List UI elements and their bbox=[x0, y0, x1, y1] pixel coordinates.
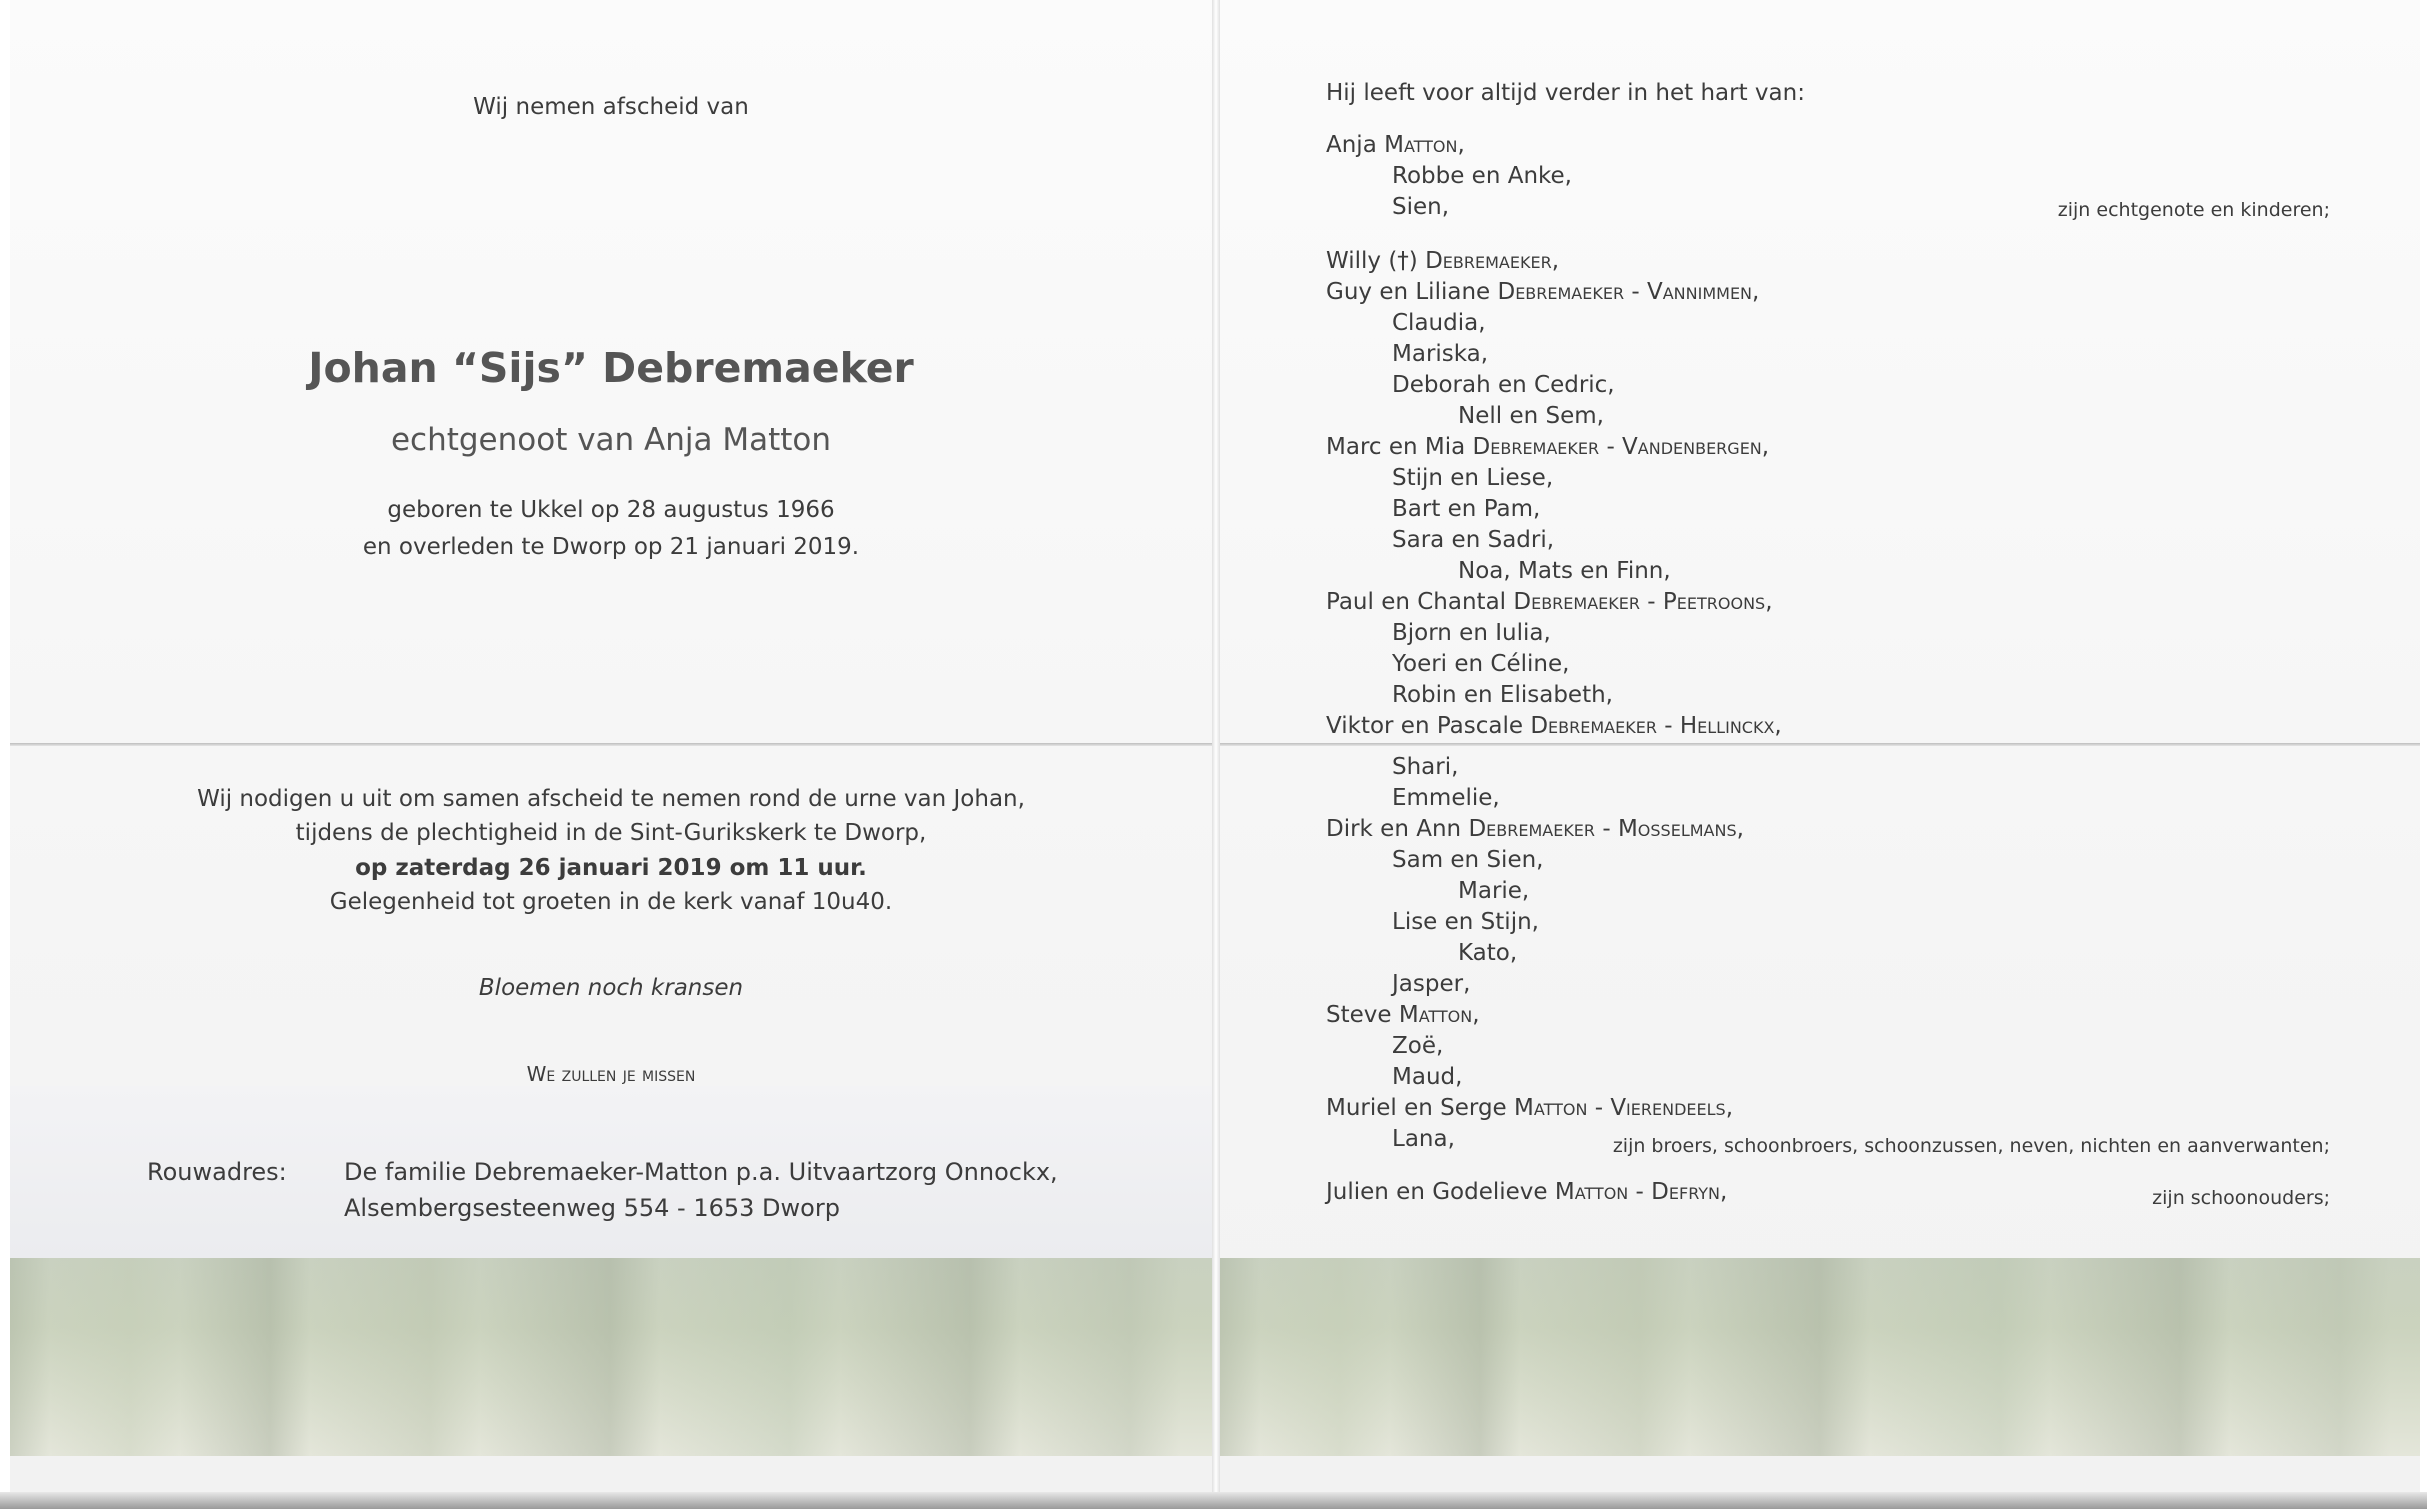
birth-line: geboren te Ukkel op 28 augustus 1966 bbox=[387, 497, 835, 523]
family-member-line bbox=[1458, 401, 1604, 431]
member-first-names: Mariska, bbox=[1392, 341, 1489, 367]
invite-line-1: Wij nodigen u uit om samen afscheid te nemen rond de urne van Johan, bbox=[197, 786, 1025, 812]
invite-line-2: tijdens de plechtigheid in de Sint-Gurikskerk te Dworp, bbox=[295, 820, 927, 846]
fold-line bbox=[10, 743, 1212, 746]
left-card-page bbox=[10, 0, 1212, 1500]
miss-you-text: We zullen je missen bbox=[526, 1062, 696, 1086]
member-first-names: Muriel en Serge bbox=[1326, 1095, 1515, 1121]
family-member-line bbox=[1326, 277, 1759, 307]
member-first-names: Willy (†) bbox=[1326, 248, 1426, 274]
spouse-line: echtgenoot van Anja Matton bbox=[390, 422, 832, 458]
family-member-line bbox=[1392, 192, 1449, 222]
member-first-names: Viktor en Pascale bbox=[1326, 713, 1531, 739]
member-surname: Debremaeker - Peetroons bbox=[1513, 589, 1766, 615]
deceased-name: Johan “Sijs” Debremaeker bbox=[308, 344, 914, 392]
member-first-names: Marie, bbox=[1458, 878, 1530, 904]
family-member-line bbox=[1326, 814, 1744, 844]
member-first-names: Lise en Stijn, bbox=[1392, 909, 1539, 935]
member-punctuation: , bbox=[1761, 434, 1770, 460]
family-member-line bbox=[1392, 969, 1470, 999]
card-spine bbox=[1212, 0, 1220, 1500]
member-punctuation: , bbox=[1752, 279, 1760, 305]
member-first-names: Jasper, bbox=[1392, 971, 1471, 997]
invite-date: op zaterdag 26 januari 2019 om 11 uur. bbox=[355, 855, 867, 881]
address-label: Rouwadres: bbox=[147, 1158, 287, 1186]
group-label-siblings: zijn broers, schoonbroers, schoonzussen, neven, nichten en aanverwanten; bbox=[1612, 1135, 2330, 1157]
intro-text: Wij nemen afscheid van bbox=[473, 94, 749, 120]
fold-line bbox=[1220, 743, 2420, 746]
member-punctuation: , bbox=[1472, 1002, 1480, 1028]
family-member-line bbox=[1392, 161, 1572, 191]
family-member-line bbox=[1326, 246, 1559, 276]
member-first-names: Guy en Liliane bbox=[1326, 279, 1498, 305]
death-line: en overleden te Dworp op 21 januari 2019. bbox=[362, 534, 860, 560]
family-member-line bbox=[1392, 308, 1486, 338]
family-member-line bbox=[1326, 1093, 1733, 1123]
member-first-names: Deborah en Cedric, bbox=[1392, 372, 1615, 398]
member-first-names: Emmelie, bbox=[1392, 785, 1500, 811]
member-punctuation: , bbox=[1774, 713, 1782, 739]
member-first-names: Paul en Chantal bbox=[1326, 589, 1514, 615]
right-card-page bbox=[1220, 0, 2420, 1500]
forest-image bbox=[10, 1258, 1212, 1456]
family-member-line bbox=[1458, 876, 1529, 906]
family-member-line bbox=[1392, 1124, 1455, 1154]
member-first-names: Nell en Sem, bbox=[1458, 403, 1604, 429]
group-label-spouse-children: zijn echtgenote en kinderen; bbox=[2057, 199, 2330, 221]
member-surname: Matton - Vierendeels bbox=[1514, 1095, 1726, 1121]
family-member-line bbox=[1326, 1000, 1480, 1030]
family-member-line bbox=[1392, 618, 1551, 648]
member-first-names: Bjorn en Iulia, bbox=[1392, 620, 1551, 646]
family-member-line bbox=[1326, 711, 1782, 741]
member-punctuation: , bbox=[1736, 816, 1744, 842]
family-member-line bbox=[1392, 752, 1458, 782]
member-surname: Debremaeker - Vandenbergen bbox=[1472, 434, 1762, 460]
member-first-names: Marc en Mia bbox=[1326, 434, 1473, 460]
member-first-names: Bart en Pam, bbox=[1392, 496, 1541, 522]
member-first-names: Maud, bbox=[1392, 1064, 1463, 1090]
member-first-names: Sien, bbox=[1392, 194, 1450, 220]
member-first-names: Kato, bbox=[1458, 940, 1518, 966]
bottom-edge bbox=[0, 1492, 2427, 1509]
family-member-line bbox=[1392, 845, 1543, 875]
family-member-line bbox=[1392, 680, 1613, 710]
member-first-names: Noa, Mats en Finn, bbox=[1458, 558, 1671, 584]
member-surname: Debremaeker - Hellinckx bbox=[1530, 713, 1775, 739]
member-first-names: Steve bbox=[1326, 1002, 1399, 1028]
member-surname: Matton bbox=[1384, 132, 1458, 158]
family-member-line bbox=[1392, 370, 1615, 400]
family-member-line bbox=[1392, 649, 1569, 679]
family-member-line bbox=[1392, 907, 1539, 937]
family-member-line bbox=[1392, 494, 1540, 524]
member-first-names: Dirk en Ann bbox=[1326, 816, 1469, 842]
flowers-note: Bloemen noch kransen bbox=[478, 975, 744, 1001]
family-member-line bbox=[1326, 587, 1773, 617]
family-member-line bbox=[1326, 1177, 1727, 1207]
member-first-names: Sam en Sien, bbox=[1392, 847, 1544, 873]
invite-line-4: Gelegenheid tot groeten in de kerk vanaf 10u40. bbox=[329, 889, 893, 915]
family-member-line bbox=[1392, 463, 1553, 493]
family-member-line bbox=[1392, 339, 1488, 369]
member-first-names: Sara en Sadri, bbox=[1392, 527, 1555, 553]
member-first-names: Shari, bbox=[1392, 754, 1459, 780]
member-first-names: Stijn en Liese, bbox=[1392, 465, 1554, 491]
member-surname: Debremaeker bbox=[1425, 248, 1552, 274]
member-first-names: Anja bbox=[1326, 132, 1385, 158]
address-line-1: De familie Debremaeker-Matton p.a. Uitvaartzorg Onnockx, bbox=[344, 1158, 1058, 1186]
member-first-names: Yoeri en Céline, bbox=[1392, 651, 1570, 677]
member-punctuation: , bbox=[1765, 589, 1773, 615]
family-member-line bbox=[1326, 130, 1465, 160]
group-label-parents-in-law: zijn schoonouders; bbox=[2152, 1187, 2330, 1209]
family-member-line bbox=[1458, 556, 1671, 586]
member-surname: Matton bbox=[1398, 1002, 1473, 1028]
member-first-names: Claudia, bbox=[1392, 310, 1486, 336]
family-member-line bbox=[1392, 783, 1500, 813]
member-first-names: Robbe en Anke, bbox=[1392, 163, 1572, 189]
member-punctuation: , bbox=[1551, 248, 1560, 274]
family-member-line bbox=[1326, 432, 1769, 462]
member-first-names: Robin en Elisabeth, bbox=[1392, 682, 1613, 708]
family-member-line bbox=[1392, 1062, 1462, 1092]
family-member-line bbox=[1392, 525, 1554, 555]
family-member-line bbox=[1458, 938, 1517, 968]
forest-image bbox=[1220, 1258, 2420, 1456]
member-first-names: Julien en Godelieve bbox=[1326, 1179, 1555, 1205]
member-surname: Debremaeker - Mosselmans bbox=[1468, 816, 1737, 842]
member-surname: Matton - Defryn bbox=[1554, 1179, 1721, 1205]
member-punctuation: , bbox=[1720, 1179, 1728, 1205]
family-member-line bbox=[1392, 1031, 1443, 1061]
family-heading: Hij leeft voor altijd verder in het hart van: bbox=[1326, 80, 1805, 106]
member-first-names: Zoë, bbox=[1392, 1033, 1444, 1059]
member-punctuation: , bbox=[1725, 1095, 1734, 1121]
member-punctuation: , bbox=[1457, 132, 1465, 158]
address-line-2: Alsembergsesteenweg 554 - 1653 Dworp bbox=[344, 1194, 840, 1222]
member-first-names: Lana, bbox=[1392, 1126, 1455, 1152]
member-surname: Debremaeker - Vannimmen bbox=[1497, 279, 1753, 305]
